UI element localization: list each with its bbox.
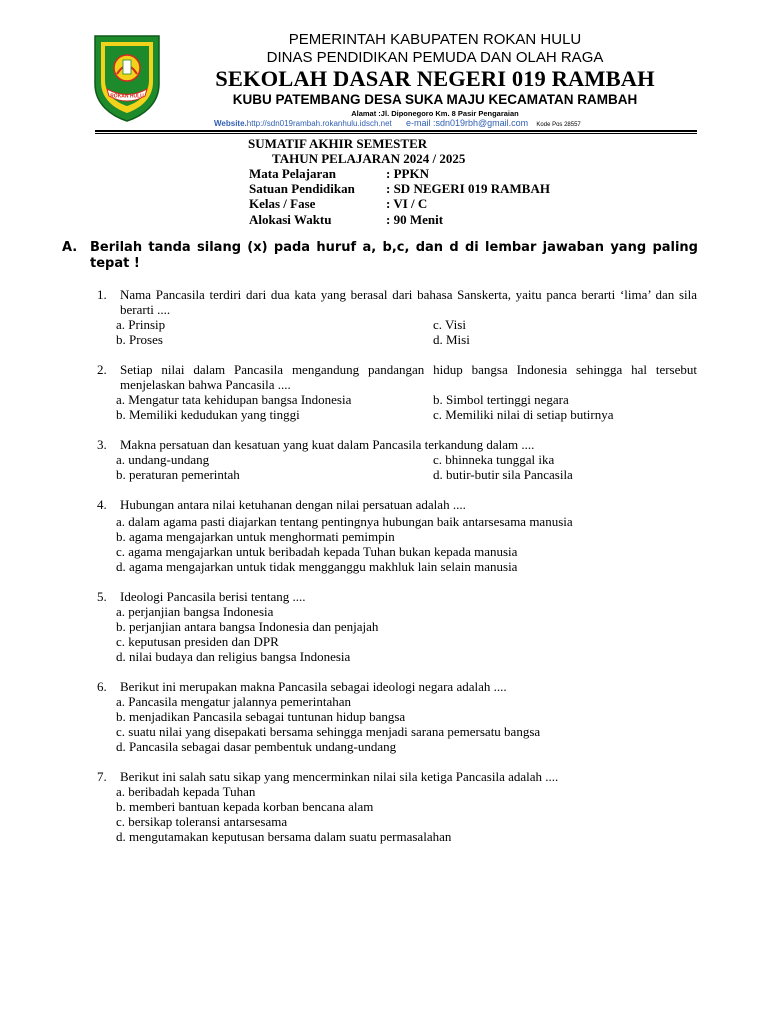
- website-link[interactable]: http://sdn019rambah.rokanhulu.idsch.net: [246, 119, 392, 128]
- option: c. bersikap toleransi antarsesama: [116, 814, 288, 829]
- letterhead-location: KUBU PATEMBANG DESA SUKA MAJU KECAMATAN RAMBAH: [232, 92, 638, 107]
- option: b. menjadikan Pancasila sebagai tuntunan hidup bangsa: [116, 709, 406, 724]
- email-link[interactable]: e-mail :sdn019rbh@gmail.com: [405, 118, 529, 128]
- question-text: Berikut ini salah satu sikap yang mencerminkan nilai sila ketiga Pancasila adalah ....: [120, 769, 559, 784]
- exam-title: SUMATIF AKHIR SEMESTER: [248, 136, 428, 151]
- section-a-instruction: [62, 240, 698, 272]
- question-text: Makna persatuan dan kesatuan yang kuat dalam Pancasila terkandung dalam ....: [120, 437, 535, 452]
- question-7: [97, 769, 697, 844]
- question-6: [97, 679, 697, 754]
- regency-emblem-icon: [93, 34, 161, 122]
- section-letter: A.: [62, 240, 78, 255]
- option: d. agama mengajarkan untuk tidak mengganggu makhluk lain selain manusia: [116, 559, 518, 574]
- question-4: [97, 497, 697, 574]
- question-text: Hubungan antara nilai ketuhanan dengan nilai persatuan adalah ....: [120, 497, 466, 512]
- meta-row: Alokasi Waktu : 90 Menit: [249, 211, 444, 227]
- question-1: [97, 287, 697, 347]
- option: c. agama mengajarkan untuk beribadah kepada Tuhan bukan kepada manusia: [116, 544, 518, 559]
- option: c. Memiliki nilai di setiap butirnya: [433, 407, 614, 422]
- meta-row: Kelas / Fase : VI / C: [249, 196, 428, 212]
- option: c. keputusan presiden dan DPR: [116, 634, 279, 649]
- option: c. suatu nilai yang disepakati bersama sehingga menjadi sarana pemersatu bangsa: [116, 724, 541, 739]
- letterhead-school-name: SEKOLAH DASAR NEGERI 019 RAMBAH: [215, 66, 655, 91]
- exam-year: TAHUN PELAJARAN 2024 / 2025: [272, 151, 466, 166]
- letterhead-rule-thin: [95, 133, 697, 134]
- option: a. perjanjian bangsa Indonesia: [116, 604, 274, 619]
- option: d. butir-butir sila Pancasila: [433, 467, 573, 482]
- question-number: 6.: [97, 679, 107, 694]
- option: b. Simbol tertinggi negara: [433, 392, 569, 407]
- option: a. undang-undang: [116, 452, 210, 467]
- option: b. memberi bantuan kepada korban bencana alam: [116, 799, 374, 814]
- logo-text: ROKAN HULU: [110, 93, 144, 100]
- option: a. Pancasila mengatur jalannya pemerintahan: [116, 694, 351, 709]
- option: d. Pancasila sebagai dasar pembentuk undang-undang: [116, 739, 397, 754]
- option: c. bhinneka tunggal ika: [433, 452, 555, 467]
- meta-row: Satuan Pendidikan : SD NEGERI 019 RAMBAH: [249, 181, 550, 197]
- option: d. mengutamakan keputusan bersama dalam suatu permasalahan: [116, 829, 452, 844]
- question-list: [97, 287, 697, 859]
- option: a. dalam agama pasti diajarkan tentang pentingnya hubungan baik antarsesama manusia: [116, 514, 573, 529]
- website-label: Website.: [214, 119, 247, 128]
- letterhead-address: Alamat :Jl. Diponegoro Km. 8 Pasir Pengaraian: [351, 109, 519, 118]
- meta-row: Mata Pelajaran : PPKN: [249, 166, 429, 181]
- question-number: 7.: [97, 769, 107, 784]
- option: b. peraturan pemerintah: [116, 467, 240, 482]
- option: d. Misi: [433, 332, 470, 347]
- question-3: [97, 437, 697, 482]
- question-2: [97, 362, 697, 422]
- question-number: 2.: [97, 362, 107, 377]
- option: b. perjanjian antara bangsa Indonesia dan penjajah: [116, 619, 379, 634]
- option: b. agama mengajarkan untuk menghormati pemimpin: [116, 529, 395, 544]
- question-number: 5.: [97, 589, 107, 604]
- option: a. Mengatur tata kehidupan bangsa Indonesia: [116, 392, 352, 407]
- option: c. Visi: [433, 317, 466, 332]
- option: b. Memiliki kedudukan yang tinggi: [116, 407, 300, 422]
- question-5: [97, 589, 697, 664]
- letterhead-department: DINAS PENDIDIKAN PEMUDA DAN OLAH RAGA: [266, 49, 604, 66]
- question-text: Setiap nilai dalam Pancasila mengandung pandangan hidup bangsa Indonesia sehingga hal tersebut menjelaskan bahwa Pancasila ....: [120, 362, 697, 392]
- letterhead-rule-thick: [95, 130, 697, 132]
- question-text: Nama Pancasila terdiri dari dua kata yang berasal dari bahasa Sanskerta, yaitu panca berarti ‘lima’ dan sila berarti ....: [120, 287, 697, 317]
- question-number: 1.: [97, 287, 107, 302]
- exam-meta: [249, 166, 550, 227]
- postal-code: Kode Pos 28557: [536, 122, 581, 128]
- option: d. nilai budaya dan religius bangsa Indonesia: [116, 649, 351, 664]
- question-text: Ideologi Pancasila berisi tentang ....: [120, 589, 306, 604]
- question-number: 3.: [97, 437, 107, 452]
- option: a. beribadah kepada Tuhan: [116, 784, 256, 799]
- option: a. Prinsip: [116, 317, 166, 332]
- option: b. Proses: [116, 332, 163, 347]
- letterhead-government: PEMERINTAH KABUPATEN ROKAN HULU: [288, 31, 582, 48]
- question-number: 4.: [97, 497, 107, 512]
- section-instruction-text: Berilah tanda silang (x) pada huruf a, b,c, dan d di lembar jawaban yang paling tepat !: [90, 240, 698, 271]
- question-text: Berikut ini merupakan makna Pancasila sebagai ideologi negara adalah ....: [120, 679, 507, 694]
